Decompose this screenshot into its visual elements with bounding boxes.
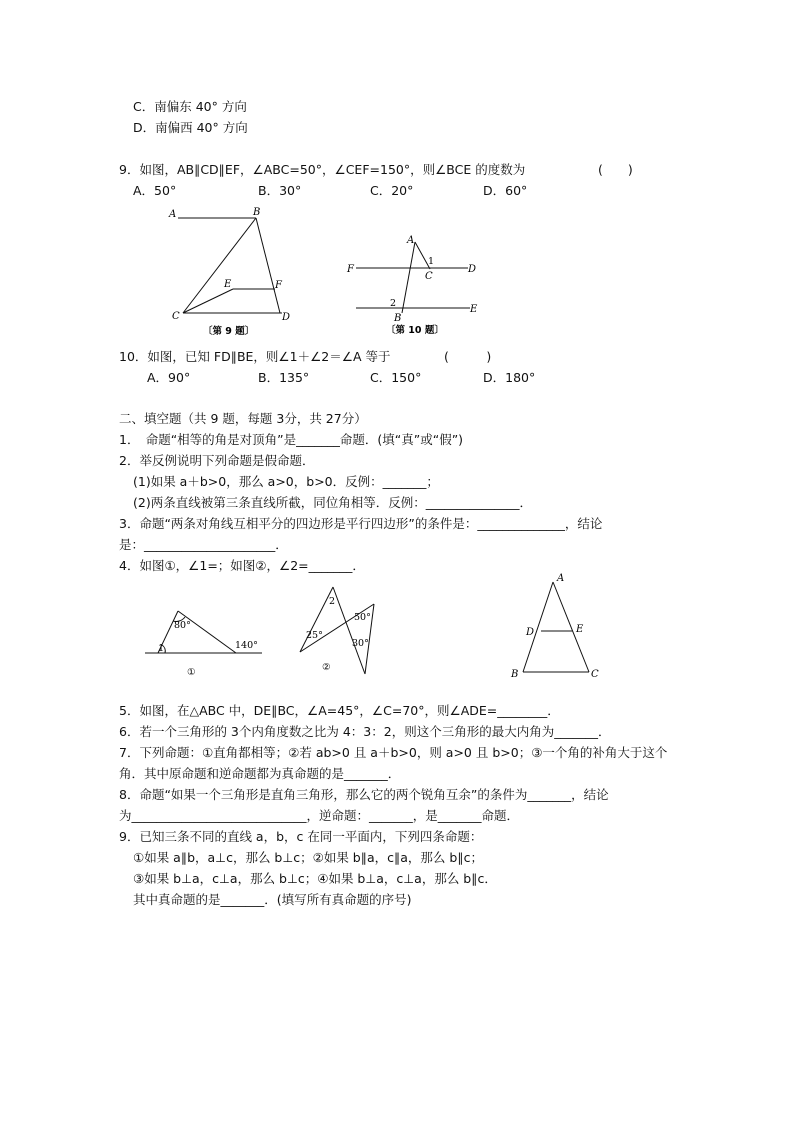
figure-mark-1: ① <box>187 667 196 678</box>
label-c: C <box>591 669 599 680</box>
label-b: B <box>511 669 519 680</box>
line-cross-down <box>333 587 365 674</box>
label-e: E <box>470 304 478 315</box>
q10-option-c: C．150° <box>370 370 422 385</box>
q10-option-b: B．135° <box>258 370 310 385</box>
label-a: A <box>407 235 415 246</box>
fill-q3-line2: 是：_____________________． <box>119 537 288 552</box>
q8-option-d: D．南偏西 40° 方向 <box>133 120 248 135</box>
label-f: F <box>347 264 354 275</box>
angle-2-label: 2 <box>329 596 336 607</box>
label-d: D <box>468 264 477 275</box>
line-bd <box>256 218 280 313</box>
figure-q10-caption: 〔第 10 题〕 <box>386 325 444 336</box>
fill-q8-line1: 8．命题“如果一个三角形是直角三角形，那么它的两个锐角互余”的条件为_______，结论 <box>119 787 609 802</box>
figure-q4-2 <box>292 584 382 679</box>
fill-q9: 9．已知三条不同的直线 a，b，c 在同一平面内，下列四条命题： <box>119 829 483 844</box>
q9-option-c: C．20° <box>370 183 414 198</box>
angle-25-label: 25° <box>306 630 323 641</box>
q10-option-d: D．180° <box>483 370 536 385</box>
fill-q9-statements-3-4: ③如果 b⊥a，c⊥a，那么 b⊥c；④如果 b⊥a，c⊥a，那么 b∥c． <box>133 871 497 886</box>
line-ce <box>183 289 233 313</box>
fill-q9-statements-1-2: ①如果 a∥b，a⊥c，那么 b⊥c；②如果 b∥a，c∥a，那么 b∥c； <box>133 850 483 865</box>
label-b: B <box>253 207 261 218</box>
fill-q2: 2．举反例说明下列命题是假命题． <box>119 453 315 468</box>
fill-q6: 6．若一个三角形的 3个内角度数之比为 4：3：2，则这个三角形的最大内角为_______． <box>119 724 611 739</box>
angle-30-label: 30° <box>352 638 369 649</box>
q9-answer-paren: ( ) <box>598 162 633 177</box>
fill-q2-part1: (1)如果 a＋b>0，那么 a>0，b>0．反例：_______； <box>133 474 439 489</box>
q10-stem: 10．如图，已知 FD∥BE，则∠1＋∠2＝∠A 等于 <box>119 349 391 364</box>
label-e: E <box>224 279 232 290</box>
label-e: E <box>576 624 584 635</box>
triangle-right-side <box>178 611 236 653</box>
fill-q7-line1: 7．下列命题：①直角都相等；②若 ab>0 且 a＋b>0，则 a>0 且 b>0；③一个角的补角大于这个 <box>119 745 668 760</box>
q9-stem: 9．如图，AB∥CD∥EF，∠ABC=50°，∠CEF=150°，则∠BCE 的度数为 <box>119 162 526 177</box>
line-ab <box>402 242 415 313</box>
q8-option-c: C．南偏东 40° 方向 <box>133 99 247 114</box>
fill-q7-line2: 角．其中原命题和逆命题都为真命题的是_______． <box>119 766 401 781</box>
q10-option-a: A．90° <box>147 370 191 385</box>
angle-2-label: 2 <box>390 298 397 309</box>
label-c: C <box>172 311 180 322</box>
fill-q9-answer: 其中真命题的是_______．(填写所有真命题的序号) <box>133 892 412 907</box>
q9-option-b: B．30° <box>258 183 302 198</box>
label-c: C <box>425 271 433 282</box>
line-bc <box>183 218 256 313</box>
fill-q4: 4．如图①，∠1=；如图②，∠2=_______． <box>119 558 365 573</box>
angle-1-label: 1 <box>428 256 435 267</box>
figure-q9 <box>165 205 305 340</box>
label-d: D <box>282 312 291 323</box>
fill-q2-part2: (2)两条直线被第三条直线所截，同位角相等．反例：_______________． <box>133 495 532 510</box>
fill-q3-line1: 3．命题“两条对角线互相平分的四边形是平行四边形”的条件是：______________，结论 <box>119 516 603 531</box>
label-a: A <box>169 209 177 220</box>
angle-50-label: 50° <box>354 612 371 623</box>
q9-option-a: A．50° <box>133 183 177 198</box>
q10-answer-paren: ( ) <box>444 349 492 364</box>
label-f: F <box>275 280 282 291</box>
figure-q10 <box>340 232 490 340</box>
angle-1-label: 1 <box>158 643 165 654</box>
line-ac <box>553 582 589 672</box>
angle-140-label: 140° <box>235 640 258 651</box>
label-b: B <box>394 313 402 324</box>
figure-mark-2: ② <box>322 662 331 673</box>
fill-q8-line2: 为____________________________，逆命题：_______，是_______命题． <box>119 808 520 823</box>
figure-q9-caption: 〔第 9 题〕 <box>203 326 255 337</box>
q9-option-d: D．60° <box>483 183 528 198</box>
fill-q5: 5．如图，在△ABC 中，DE∥BC，∠A=45°，∠C=70°，则∠ADE=________． <box>119 703 560 718</box>
figure-q4-1 <box>140 600 270 680</box>
label-a: A <box>557 573 565 584</box>
angle-80-label: 80° <box>174 620 191 631</box>
fill-q1: 1． 命题“相等的角是对顶角”是_______命题．(填“真”或“假”) <box>119 432 464 447</box>
section-2-heading: 二、填空题（共 9 题，每题 3分，共 27分） <box>119 411 367 426</box>
figure-q5 <box>505 570 605 685</box>
label-d: D <box>526 627 535 638</box>
